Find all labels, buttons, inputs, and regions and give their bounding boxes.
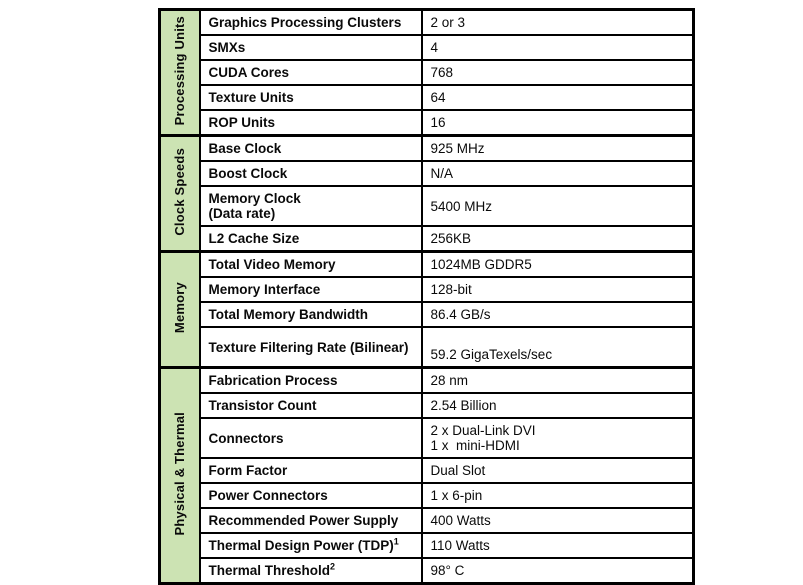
spec-name-cell xyxy=(200,533,422,558)
section-label-cell xyxy=(160,368,200,584)
spec-value-text: 110 Watts xyxy=(430,538,490,553)
spec-name-cell xyxy=(200,110,422,136)
spec-row xyxy=(160,136,694,162)
spec-value-text-line xyxy=(431,488,684,503)
spec-name-cell xyxy=(200,186,422,226)
spec-name-cell xyxy=(200,252,422,278)
spec-name-text-line xyxy=(209,463,412,478)
spec-name-cell xyxy=(200,458,422,483)
spec-value-cell xyxy=(422,60,694,85)
spec-row xyxy=(160,458,694,483)
spec-value-text-line xyxy=(431,463,684,478)
spec-name-text: Memory Interface xyxy=(208,282,321,297)
section-label-cell xyxy=(160,10,200,136)
spec-name-text-line xyxy=(209,65,412,80)
spec-value-text: 2 or 3 xyxy=(430,15,466,30)
section-label-cell xyxy=(160,136,200,252)
spec-value-text: 2.54 Billion xyxy=(430,398,497,413)
spec-value-text-line xyxy=(431,513,684,528)
spec-value-text-line xyxy=(431,373,684,388)
spec-value-text: 4 xyxy=(430,40,439,55)
spec-value-cell xyxy=(422,368,694,394)
spec-name-cell xyxy=(200,85,422,110)
spec-name-text: ROP Units xyxy=(208,115,276,130)
spec-name-cell xyxy=(200,136,422,162)
spec-row xyxy=(160,161,694,186)
footnote-superscript: 1 xyxy=(393,536,399,547)
spec-value-cell xyxy=(422,161,694,186)
spec-value-text: 400 Watts xyxy=(430,513,491,528)
spec-name-text: Graphics Processing Clusters xyxy=(208,15,402,30)
spec-value-cell xyxy=(422,110,694,136)
spec-value-text-line xyxy=(431,166,684,181)
spec-value-text: 98° C xyxy=(430,563,465,578)
spec-name-text-line xyxy=(209,431,412,446)
spec-value-text-line xyxy=(431,538,684,553)
spec-value-text-line xyxy=(431,563,684,578)
spec-row xyxy=(160,226,694,252)
spec-value-cell xyxy=(422,533,694,558)
spec-value-cell xyxy=(422,252,694,278)
spec-value-cell xyxy=(422,35,694,60)
spec-value-text-line xyxy=(431,347,684,362)
spec-value-text: 256KB xyxy=(430,231,472,246)
spec-name-cell xyxy=(200,368,422,394)
spec-row xyxy=(160,85,694,110)
spec-name-text: Base Clock xyxy=(208,141,282,156)
spec-value-text-line xyxy=(431,438,684,453)
spec-name-cell xyxy=(200,226,422,252)
spec-name-text: Thermal Threshold xyxy=(208,563,331,578)
spec-value-text-line xyxy=(431,65,684,80)
spec-name-text: Texture Units xyxy=(208,90,294,105)
spec-name-text-line xyxy=(209,40,412,55)
spec-name-text-line xyxy=(209,538,412,553)
spec-row xyxy=(160,558,694,584)
spec-value-text-line xyxy=(431,332,684,347)
section-label: Physical & Thermal xyxy=(172,412,188,536)
spec-value-text: 28 nm xyxy=(430,373,469,388)
spec-value-text-line xyxy=(431,90,684,105)
spec-row xyxy=(160,302,694,327)
spec-value-text: N/A xyxy=(430,166,454,181)
spec-name-cell xyxy=(200,35,422,60)
spec-name-text-line xyxy=(209,90,412,105)
spec-value-cell xyxy=(422,302,694,327)
spec-name-text: Boost Clock xyxy=(208,166,288,181)
spec-value-cell xyxy=(422,327,694,368)
spec-value-cell xyxy=(422,136,694,162)
spec-name-text: Thermal Design Power (TDP) xyxy=(208,538,394,553)
spec-value-text-line xyxy=(431,141,684,156)
spec-value-text: 128-bit xyxy=(430,282,472,297)
spec-name-text: Total Memory Bandwidth xyxy=(208,307,369,322)
spec-value-text-line xyxy=(431,307,684,322)
spec-value-cell xyxy=(422,508,694,533)
spec-name-text: L2 Cache Size xyxy=(208,231,300,246)
spec-table xyxy=(158,8,695,585)
spec-name-text-line xyxy=(209,307,412,322)
spec-row xyxy=(160,418,694,458)
spec-name-text: Memory Clock xyxy=(208,191,301,206)
spec-name-text-line xyxy=(209,282,412,297)
spec-name-text-line xyxy=(209,15,412,30)
spec-name-cell xyxy=(200,327,422,368)
spec-value-text: Dual Slot xyxy=(430,463,486,478)
spec-value-text-line xyxy=(431,199,684,214)
spec-row xyxy=(160,533,694,558)
spec-name-text-line xyxy=(209,340,412,355)
spec-name-cell xyxy=(200,10,422,36)
spec-name-cell xyxy=(200,60,422,85)
spec-value-text: 925 MHz xyxy=(430,141,485,156)
spec-value-text-line xyxy=(431,15,684,30)
spec-row xyxy=(160,60,694,85)
spec-value-cell xyxy=(422,483,694,508)
spec-name-text-line xyxy=(209,191,412,206)
spec-row xyxy=(160,508,694,533)
section-label-cell xyxy=(160,252,200,368)
spec-name-cell xyxy=(200,393,422,418)
spec-value-cell xyxy=(422,393,694,418)
spec-value-text: 768 xyxy=(430,65,454,80)
spec-name-cell xyxy=(200,483,422,508)
spec-value-cell xyxy=(422,277,694,302)
spec-name-text: Form Factor xyxy=(208,463,288,478)
spec-name-cell xyxy=(200,277,422,302)
spec-name-cell xyxy=(200,558,422,584)
spec-name-text: Power Connectors xyxy=(208,488,328,503)
spec-row xyxy=(160,483,694,508)
spec-row xyxy=(160,252,694,278)
spec-name-text-line xyxy=(209,513,412,528)
spec-name-text: Recommended Power Supply xyxy=(208,513,399,528)
spec-row xyxy=(160,10,694,36)
spec-name-cell xyxy=(200,161,422,186)
spec-table-body xyxy=(160,10,694,584)
section-label: Memory xyxy=(172,282,188,334)
spec-name-text-line xyxy=(209,488,412,503)
spec-row xyxy=(160,110,694,136)
section-label: Clock Speeds xyxy=(172,148,188,236)
spec-name-text-line xyxy=(209,257,412,272)
spec-value-text: 86.4 GB/s xyxy=(430,307,491,322)
section-label: Processing Units xyxy=(172,16,188,126)
spec-value-text-line xyxy=(431,398,684,413)
spec-value-text-line xyxy=(431,423,684,438)
spec-name-text-line xyxy=(209,231,412,246)
spec-value-text: 5400 MHz xyxy=(430,198,493,214)
spec-value-text-line xyxy=(431,257,684,272)
spec-row xyxy=(160,35,694,60)
spec-value-text-line xyxy=(431,115,684,130)
spec-row xyxy=(160,368,694,394)
spec-value-text-line xyxy=(431,282,684,297)
spec-value-cell xyxy=(422,226,694,252)
spec-value-text: 1 x 6-pin xyxy=(430,488,483,503)
spec-name-text: CUDA Cores xyxy=(208,65,290,80)
spec-value-text-line xyxy=(431,40,684,55)
spec-name-text: Texture Filtering Rate (Bilinear) xyxy=(208,339,409,355)
spec-name-text-line xyxy=(209,206,412,221)
spec-value-text: 1 x mini-HDMI xyxy=(430,438,520,453)
spec-value-text: 1024MB GDDR5 xyxy=(430,257,532,272)
spec-value-text-line xyxy=(431,231,684,246)
spec-name-text-line xyxy=(209,563,412,578)
spec-value-cell xyxy=(422,558,694,584)
spec-name-text: Total Video Memory xyxy=(208,257,336,272)
spec-value-text: 16 xyxy=(430,115,446,130)
spec-name-text: SMXs xyxy=(208,40,246,55)
spec-name-text: Transistor Count xyxy=(208,398,317,413)
spec-name-text: Connectors xyxy=(208,430,284,446)
spec-row xyxy=(160,277,694,302)
spec-name-text-line xyxy=(209,398,412,413)
spec-value-cell xyxy=(422,186,694,226)
spec-name-text: (Data rate) xyxy=(208,206,276,221)
spec-value-cell xyxy=(422,458,694,483)
spec-name-text: Fabrication Process xyxy=(208,373,338,388)
spec-row xyxy=(160,327,694,368)
spec-name-text-line xyxy=(209,166,412,181)
spec-name-text-line xyxy=(209,141,412,156)
spec-value-text: 2 x Dual-Link DVI xyxy=(430,423,536,438)
spec-row xyxy=(160,186,694,226)
spec-row xyxy=(160,393,694,418)
spec-value-cell xyxy=(422,85,694,110)
spec-name-cell xyxy=(200,302,422,327)
spec-value-text: 59.2 GigaTexels/sec xyxy=(430,347,553,362)
spec-value-cell xyxy=(422,418,694,458)
spec-name-cell xyxy=(200,508,422,533)
spec-name-cell xyxy=(200,418,422,458)
spec-value-cell xyxy=(422,10,694,36)
gpu-spec-table xyxy=(158,8,695,585)
spec-name-text-line xyxy=(209,373,412,388)
spec-name-text-line xyxy=(209,115,412,130)
footnote-superscript: 2 xyxy=(330,561,336,572)
spec-value-text: 64 xyxy=(430,90,446,105)
